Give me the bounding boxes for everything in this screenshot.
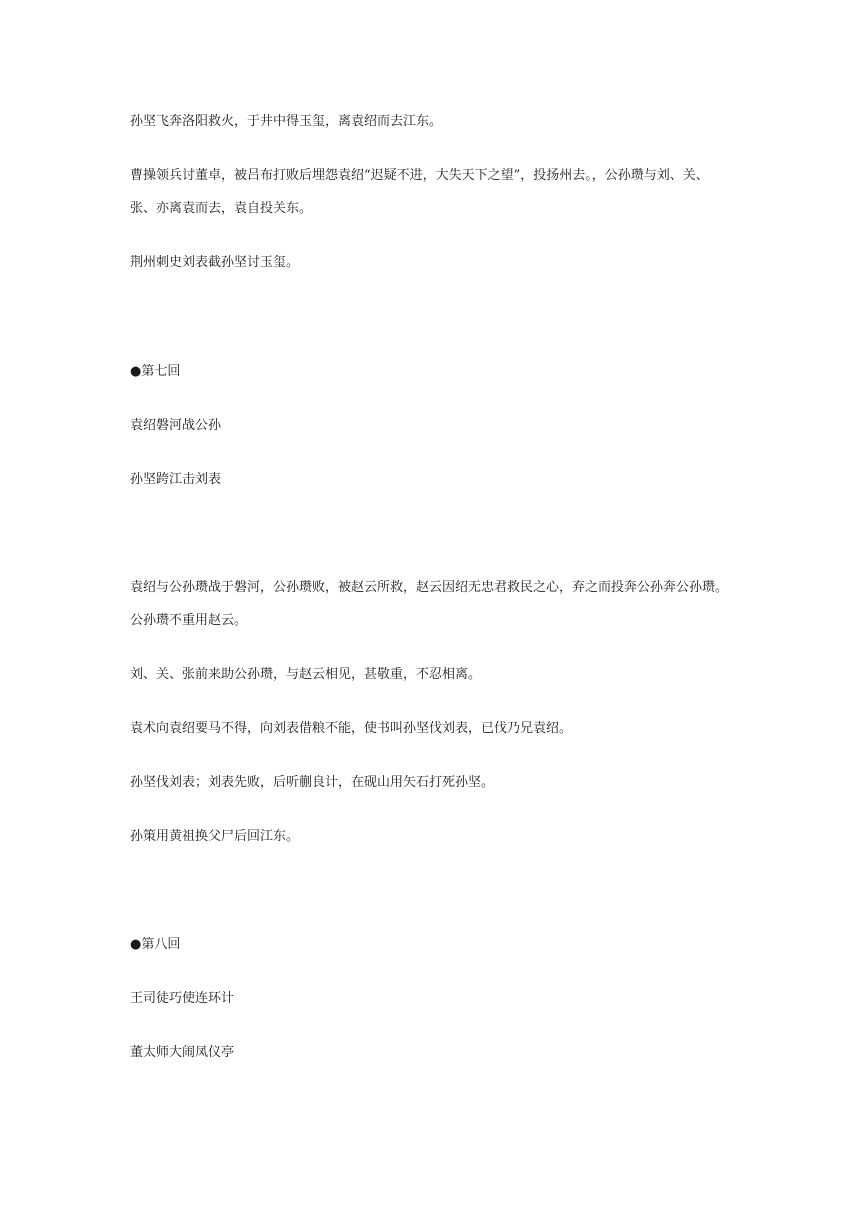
paragraph-liu-biao-intercept: 荆州刺史刘表截孙坚讨玉玺。 [130, 255, 300, 270]
paragraph-liu-guan-zhang: 刘、关、张前来助公孙瓒，与赵云相见，甚敬重，不忍相离。 [130, 667, 482, 682]
chapter-8-title-line-2: 董太师大闹凤仪亭 [130, 1045, 235, 1060]
paragraph-cao-cao-line-1: 曹操领兵讨董卓，被吕布打败后埋怨袁绍“迟疑不进，大失天下之望”，投扬州去。，公孙瓒与刘、关、 [130, 168, 709, 183]
paragraph-cao-cao-line-2: 张、亦离袁而去，袁自投关东。 [130, 201, 313, 216]
paragraph-panhe-battle-line-1: 袁绍与公孙瓒战于磐河，公孙瓒败，被赵云所救，赵云因绍无忠君救民之心，弃之而投奔公孙奔公孙瓒。 [130, 580, 729, 595]
paragraph-sun-ce-return: 孙策用黄祖换父尸后回江东。 [130, 829, 300, 844]
paragraph-panhe-battle-line-2: 公孙瓒不重用赵云。 [130, 613, 248, 628]
chapter-heading-7: ●第七回 [130, 364, 181, 379]
paragraph-yuan-shu-letter: 袁术向袁绍要马不得，向刘表借粮不能，使书叫孙坚伐刘表，已伐乃兄袁绍。 [130, 721, 573, 736]
chapter-heading-8: ●第八回 [130, 937, 181, 952]
chapter-7-title-line-2: 孙坚跨江击刘表 [130, 472, 222, 487]
paragraph-sun-jian-death: 孙坚伐刘表；刘表先败，后听蒯良计，在砚山用矢石打死孙坚。 [130, 775, 495, 790]
paragraph-sun-jian-jade-seal: 孙坚飞奔洛阳救火，于井中得玉玺，离袁绍而去江东。 [130, 114, 443, 129]
chapter-7-title-line-1: 袁绍磐河战公孙 [130, 418, 222, 433]
chapter-8-title-line-1: 王司徒巧使连环计 [130, 991, 235, 1006]
